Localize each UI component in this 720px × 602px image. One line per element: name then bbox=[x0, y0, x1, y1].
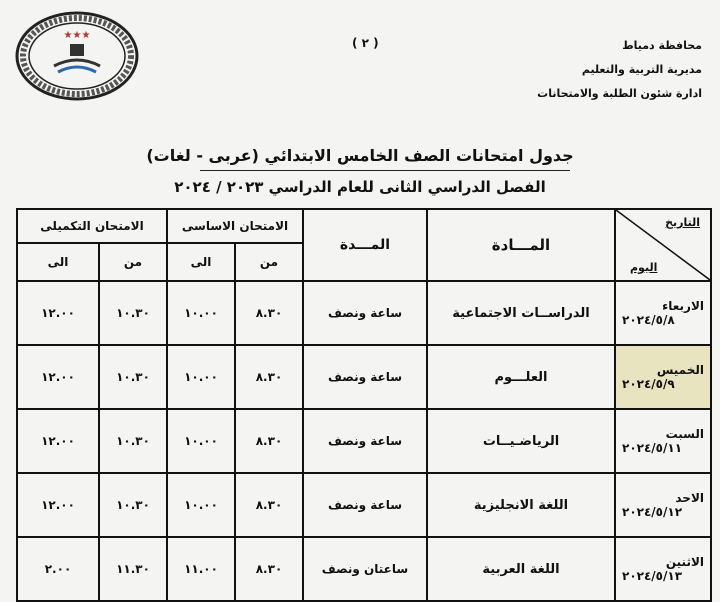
day-date-cell bbox=[615, 473, 711, 537]
day-date-cell bbox=[615, 537, 711, 601]
org-line-governorate: محافظة دمياط bbox=[622, 39, 702, 52]
exam-date: ٢٠٢٤/٥/١١ bbox=[622, 441, 683, 455]
basic-from-cell: ٨.٣٠ bbox=[235, 473, 303, 537]
header-basic-from: من bbox=[235, 243, 303, 281]
ministry-seal-icon bbox=[14, 10, 140, 102]
basic-from-cell: ٨.٣٠ bbox=[235, 345, 303, 409]
basic-from-cell: ٨.٣٠ bbox=[235, 281, 303, 345]
header-date-day bbox=[615, 209, 711, 281]
duration-cell: ساعتان ونصف bbox=[303, 537, 427, 601]
document-title: جدول امتحانات الصف الخامس الابتدائي (عربى - لغات) bbox=[146, 146, 574, 165]
basic-from-cell: ٨.٣٠ bbox=[235, 537, 303, 601]
exam-date: ٢٠٢٤/٥/٨ bbox=[622, 313, 675, 327]
exam-date: ٢٠٢٤/٥/١٢ bbox=[622, 505, 683, 519]
basic-to-cell: ١٠.٠٠ bbox=[167, 409, 235, 473]
exam-schedule-table bbox=[16, 208, 712, 602]
table-row bbox=[17, 281, 711, 345]
header-basic-exam: الامتحان الاساسى bbox=[167, 209, 303, 243]
table-row bbox=[17, 473, 711, 537]
subject-cell: العلـــوم bbox=[427, 345, 615, 409]
duration-cell: ساعة ونصف bbox=[303, 409, 427, 473]
basic-to-cell: ١١.٠٠ bbox=[167, 537, 235, 601]
supp-from-cell: ١٠.٣٠ bbox=[99, 473, 167, 537]
header-subject: المـــادة bbox=[427, 209, 615, 281]
header-duration: المـــدة bbox=[303, 209, 427, 281]
svg-text:★★★: ★★★ bbox=[63, 30, 91, 41]
subject-cell: اللغة الانجليزية bbox=[427, 473, 615, 537]
day-name: السبت bbox=[665, 427, 704, 441]
supp-from-cell: ١١.٣٠ bbox=[99, 537, 167, 601]
day-name: الاربعاء bbox=[662, 299, 704, 313]
org-line-directorate: مديرية التربية والتعليم bbox=[581, 63, 702, 76]
supp-from-cell: ١٠.٣٠ bbox=[99, 281, 167, 345]
header-supp-exam: الامتحان التكميلى bbox=[17, 209, 167, 243]
document-subtitle: الفصل الدراسي الثانى للعام الدراسي ٢٠٢٣ / ٢٠٢٤ bbox=[174, 178, 546, 196]
basic-from-cell: ٨.٣٠ bbox=[235, 409, 303, 473]
header-date: التاريخ bbox=[665, 216, 700, 229]
exam-date: ٢٠٢٤/٥/١٣ bbox=[622, 569, 683, 583]
subject-cell: الرياضـيــات bbox=[427, 409, 615, 473]
duration-cell: ساعة ونصف bbox=[303, 281, 427, 345]
supp-to-cell: ١٢.٠٠ bbox=[17, 281, 99, 345]
org-line-administration: ادارة شئون الطلبة والامتحانات bbox=[537, 87, 702, 100]
day-date-cell bbox=[615, 281, 711, 345]
supp-to-cell: ١٢.٠٠ bbox=[17, 473, 99, 537]
supp-from-cell: ١٠.٣٠ bbox=[99, 409, 167, 473]
subject-cell: اللغة العربية bbox=[427, 537, 615, 601]
page-number: ( ٢ ) bbox=[352, 36, 379, 50]
day-date-cell bbox=[615, 409, 711, 473]
supp-to-cell: ١٢.٠٠ bbox=[17, 409, 99, 473]
supp-to-cell: ١٢.٠٠ bbox=[17, 345, 99, 409]
header-day: اليوم bbox=[630, 261, 658, 274]
table-row bbox=[17, 537, 711, 601]
header-basic-to: الى bbox=[167, 243, 235, 281]
subject-cell: الدراســات الاجتماعية bbox=[427, 281, 615, 345]
header-supp-to: الى bbox=[17, 243, 99, 281]
basic-to-cell: ١٠.٠٠ bbox=[167, 345, 235, 409]
header-supp-from: من bbox=[99, 243, 167, 281]
organization-block bbox=[482, 34, 702, 106]
day-name: الاثنين bbox=[665, 555, 704, 569]
supp-from-cell: ١٠.٣٠ bbox=[99, 345, 167, 409]
title-underline bbox=[200, 170, 570, 171]
duration-cell: ساعة ونصف bbox=[303, 473, 427, 537]
basic-to-cell: ١٠.٠٠ bbox=[167, 281, 235, 345]
supp-to-cell: ٢.٠٠ bbox=[17, 537, 99, 601]
day-date-cell bbox=[615, 345, 711, 409]
day-name: الاحد bbox=[675, 491, 704, 505]
basic-to-cell: ١٠.٠٠ bbox=[167, 473, 235, 537]
table-row bbox=[17, 409, 711, 473]
exam-date: ٢٠٢٤/٥/٩ bbox=[622, 377, 675, 391]
duration-cell: ساعة ونصف bbox=[303, 345, 427, 409]
day-name: الخميس bbox=[656, 363, 704, 377]
table-row bbox=[17, 345, 711, 409]
